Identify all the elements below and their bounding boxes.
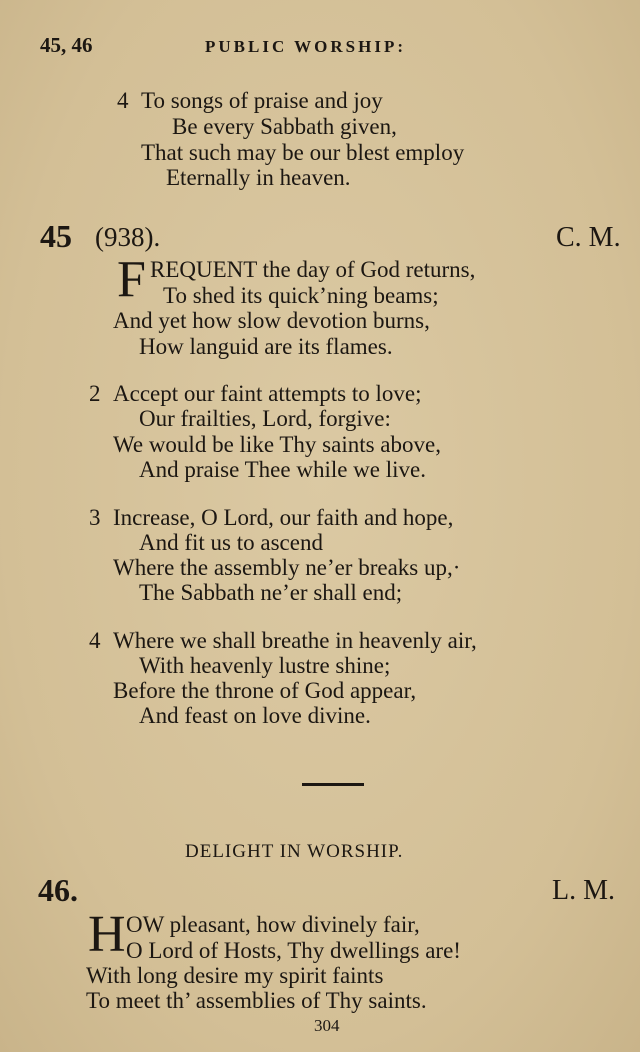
hymn-45-stanza-1-line-1: REQUENT the day of God returns,	[150, 257, 476, 282]
hymn-45-stanza-3-line-1: Increase, O Lord, our faith and hope,	[113, 505, 454, 530]
hymn-45-stanza-3-line-2: And fit us to ascend	[139, 530, 323, 555]
hymn-45-dropcap: F	[117, 251, 146, 308]
hymn-45-stanza-1-line-4: How languid are its flames.	[139, 334, 393, 359]
hymn-46-dropcap: H	[88, 906, 126, 963]
hymn-46-line-1: OW pleasant, how divinely fair,	[126, 912, 420, 937]
page-number: 304	[314, 1016, 340, 1035]
hymn-45-stanza-3-line-4: The Sabbath ne’er shall end;	[139, 580, 403, 605]
hymn-45-stanza-2-line-4: And praise Thee while we live.	[139, 457, 426, 482]
prev-stanza-line-1: To songs of praise and joy	[141, 88, 383, 113]
prev-stanza-number: 4	[117, 88, 129, 113]
prev-stanza-line-4: Eternally in heaven.	[166, 165, 351, 190]
hymn-45-stanza-3-line-3: Where the assembly ne’er breaks up,·	[113, 555, 461, 580]
hymn-45-stanza-2-line-1: Accept our faint attempts to love;	[113, 381, 422, 406]
hymn-46-number: 46.	[38, 872, 78, 908]
hymn-46-line-2: O Lord of Hosts, Thy dwellings are!	[126, 938, 461, 963]
hymn-45-stanza-2-line-3: We would be like Thy saints above,	[113, 432, 441, 457]
hymn-45-stanza-1-line-2: To shed its quick’ning beams;	[163, 283, 439, 308]
hymn-45-stanza-4-line-1: Where we shall breathe in heavenly air,	[113, 628, 477, 653]
hymn-45-meter: C. M.	[556, 222, 621, 253]
hymn-46-line-4: To meet th’ assemblies of Thy saints.	[86, 988, 427, 1013]
hymn-45-stanza-4-line-2: With heavenly lustre shine;	[139, 653, 391, 678]
hymn-45-stanza-3-number: 3	[89, 505, 101, 530]
header-title: PUBLIC WORSHIP:	[205, 37, 407, 56]
hymn-46-meter: L. M.	[552, 875, 615, 906]
hymn-45-number: 45	[40, 218, 72, 254]
prev-stanza-line-2: Be every Sabbath given,	[172, 114, 397, 139]
header-hymn-numbers: 45, 46	[40, 33, 93, 57]
prev-stanza-line-3: That such may be our blest employ	[141, 140, 465, 165]
section-divider	[302, 783, 364, 786]
section-title: DELIGHT IN WORSHIP.	[185, 841, 404, 862]
hymn-45-stanza-2-line-2: Our frailties, Lord, forgive:	[139, 406, 391, 431]
hymn-45-reference: (938).	[95, 222, 161, 252]
hymn-45-stanza-4-number: 4	[89, 628, 101, 653]
hymn-45-stanza-1-line-3: And yet how slow devotion burns,	[113, 308, 430, 333]
hymn-45-stanza-2-number: 2	[89, 381, 101, 406]
hymn-45-stanza-4-line-4: And feast on love divine.	[139, 703, 371, 728]
hymn-46-line-3: With long desire my spirit faints	[86, 963, 384, 988]
hymn-45-stanza-4-line-3: Before the throne of God appear,	[113, 678, 417, 703]
